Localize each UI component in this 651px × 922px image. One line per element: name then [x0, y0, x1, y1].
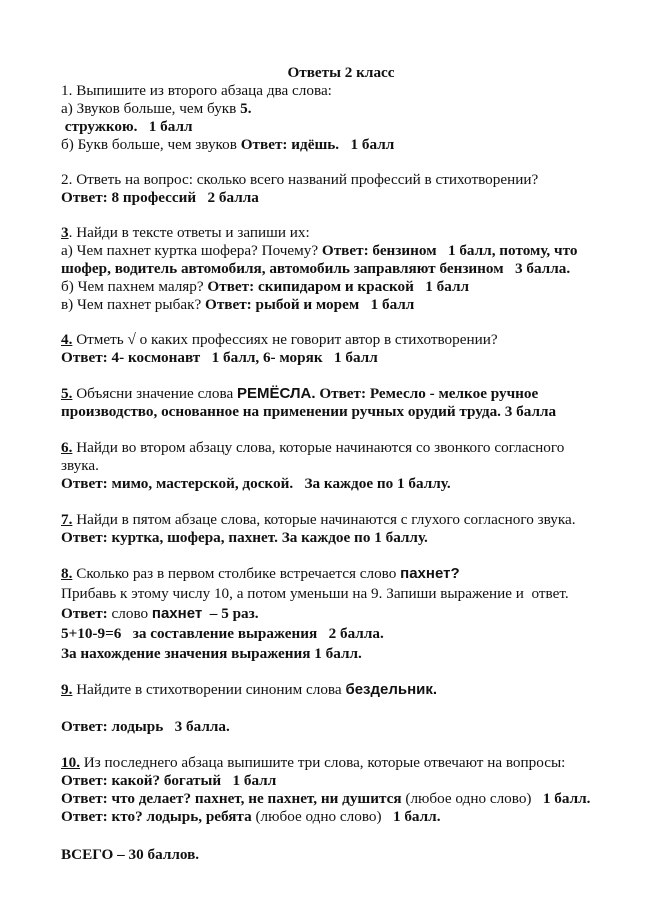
- q8-answer-word: пахнет: [151, 605, 203, 622]
- q3-a-text: а) Чем пахнет куртка шофера? Почему?: [61, 242, 322, 259]
- q7-num: 7.: [61, 511, 73, 528]
- q6-text2: звука.: [61, 457, 99, 474]
- q1-text: 1. Выпишите из второго абзаца два слова:: [61, 82, 332, 99]
- q7-label: Найди в пятом абзаце слова, которые начинаются с глухого согласного звука.: [72, 511, 576, 528]
- q3-b-answer: Ответ: скипидаром и краской 1 балл: [207, 278, 469, 295]
- q8-num: 8.: [61, 565, 73, 582]
- q1-a: [61, 100, 621, 118]
- q10-answer3-bold: Ответ: кто? лодырь, ребята: [61, 808, 252, 825]
- q8-answer-suffix: – 5 раз.: [202, 605, 259, 622]
- q10-answer2-note: (любое одно слово): [401, 790, 543, 807]
- q1-b: [61, 136, 621, 154]
- q3-num: 3: [61, 224, 69, 241]
- q8-expression: 5+10-9=6 за составление выражения 2 балла.: [61, 625, 384, 642]
- q6-text: [61, 439, 621, 457]
- total-score: ВСЕГО – 30 баллов.: [61, 846, 200, 863]
- q9-word: бездельник.: [345, 681, 438, 698]
- q10-label: Из последнего абзаца выпишите три слова, которые отвечают на вопросы:: [79, 754, 566, 771]
- q3-b-text: б) Чем пахнем маляр?: [61, 278, 208, 295]
- q2-answer: Ответ: 8 профессий 2 балла: [61, 189, 259, 206]
- q9-label: Найдите в стихотворении синоним слова: [72, 681, 346, 698]
- q1-b-text: б) Букв больше, чем звуков: [61, 136, 241, 153]
- q10-text: [61, 754, 621, 772]
- q8-answer-prefix: Ответ:: [61, 605, 112, 622]
- q3-c-answer: Ответ: рыбой и морем 1 балл: [205, 296, 415, 313]
- q4-text: [61, 331, 621, 349]
- q10-answer3: [61, 808, 621, 826]
- q6-answer: Ответ: мимо, мастерской, доской. За каждое по 1 баллу.: [61, 475, 451, 492]
- q3-b: [61, 278, 621, 296]
- q2-text: 2. Ответь на вопрос: сколько всего названий профессий в стихотворении?: [61, 171, 539, 188]
- q8-text2: Прибавь к этому числу 10, а потом уменьши на 9. Запиши выражение и ответ.: [61, 585, 569, 602]
- q5-answer1: Ответ: Ремесло - мелкое ручное: [315, 385, 539, 402]
- q10-answer1: Ответ: какой? богатый 1 балл: [61, 772, 277, 789]
- q10-answer2-points: 1 балл.: [542, 790, 591, 807]
- q9-text: [61, 681, 621, 699]
- q1-a-num: 5.: [240, 100, 252, 117]
- q8-word: пахнет?: [400, 565, 460, 582]
- q3-label: . Найди в тексте ответы и запиши их:: [68, 224, 310, 241]
- q8-value: За нахождение значения выражения 1 балл.: [61, 645, 362, 662]
- q5-word: РЕМЁСЛА.: [237, 385, 316, 402]
- q3-c: [61, 296, 621, 314]
- q3-a-answer1: Ответ: бензином 1 балл, потому, что: [321, 242, 578, 259]
- q5-answer2: производство, основанное на применении ручных орудий труда. 3 балла: [61, 403, 557, 420]
- q9-answer: Ответ: лодырь 3 балла.: [61, 718, 230, 735]
- q8-text: [61, 565, 621, 583]
- q9-num: 9.: [61, 681, 73, 698]
- q4-num: 4.: [61, 331, 73, 348]
- q3-a: [61, 242, 621, 260]
- q10-num: 10.: [61, 754, 80, 771]
- q3-a-answer2: шофер, водитель автомобиля, автомобиль заправляют бензином 3 балла.: [61, 260, 571, 277]
- q10-answer3-note: (любое одно слово): [251, 808, 393, 825]
- q6-label: Найди во втором абзацу слова, которые начинаются со звонкого согласного: [72, 439, 565, 456]
- q5-num: 5.: [61, 385, 73, 402]
- q5-text: [61, 385, 621, 403]
- q7-answer: Ответ: куртка, шофера, пахнет. За каждое по 1 баллу.: [61, 529, 428, 546]
- q8-answer: [61, 605, 621, 623]
- q3-c-text: в) Чем пахнет рыбак?: [61, 296, 205, 313]
- q10-answer3-points: 1 балл.: [392, 808, 441, 825]
- q8-answer-slovo: слово: [111, 605, 152, 622]
- answer-sheet: [61, 64, 621, 864]
- q7-text: [61, 511, 621, 529]
- q6-num: 6.: [61, 439, 73, 456]
- q4-label: Отметь √ о каких профессиях не говорит автор в стихотворении?: [72, 331, 498, 348]
- q5-label: Объясни значение слова: [72, 385, 237, 402]
- q10-answer2-bold: Ответ: что делает? пахнет, не пахнет, ни душится: [61, 790, 402, 807]
- q4-answer: Ответ: 4- космонавт 1 балл, 6- моряк 1 балл: [61, 349, 378, 366]
- page-title: Ответы 2 класс: [287, 64, 395, 81]
- q1-b-answer: Ответ: идёшь. 1 балл: [240, 136, 395, 153]
- q1-a-answer: стружкою. 1 балл: [61, 118, 193, 135]
- q8-label: Сколько раз в первом столбике встречается слово: [72, 565, 401, 582]
- q10-answer2: [61, 790, 621, 808]
- q1-a-text: а) Звуков больше, чем букв: [61, 100, 241, 117]
- q3-text: [61, 224, 621, 242]
